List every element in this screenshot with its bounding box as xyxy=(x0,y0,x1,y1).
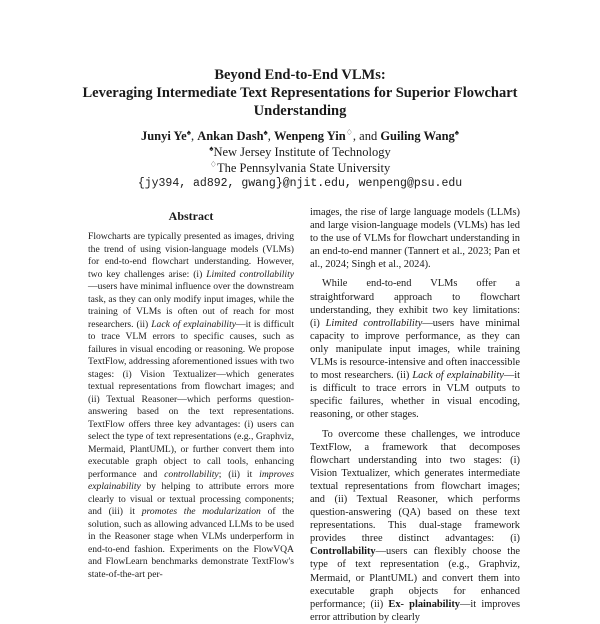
author-sep: , and xyxy=(352,129,381,143)
abstract-emph: Limited controllability xyxy=(206,268,294,280)
abstract-text: —it is difficult to trace VLM errors to specific causes, such as failures in visual encoding or reasoning. We propose TextFlow, addressing aforementioned issues with two stages: (i) Vision Textualizer—which generates textual representations from flowchart images; and (ii) Textual Reasoner—which performs question-answering based on the text representations. TextFlow offers three key advantages: (i) users can select the type of text representations (e.g., Graphviz, Mermaid, PlantUML), or further convert them into executable graph object to call tools, enhancing performance and xyxy=(88,318,295,480)
title-line-3: Understanding xyxy=(253,103,347,119)
njit-marker: ♠ xyxy=(263,127,268,137)
author-wenpeng-yin: Wenpeng Yin xyxy=(274,129,346,143)
author-block xyxy=(60,128,540,192)
njit-marker: ♠ xyxy=(209,143,214,153)
body-bold: Ex- xyxy=(388,598,404,610)
abstract-emph: controllability xyxy=(164,468,219,480)
left-column xyxy=(88,206,294,581)
author-junyi-ye: Junyi Ye xyxy=(140,129,187,143)
body-paragraph-1: images, the rise of large language models (LLMs) and large vision-language models (VLMs) has led to the use of VLMs for flowchart understanding in an end-to-end manner (Tannert et al., 2023; Pan et al., 2024; Singh et al., 2024). xyxy=(310,207,520,271)
abstract-text: ; (ii) it xyxy=(218,468,260,480)
affiliation-psu xyxy=(60,160,540,176)
abstract-text: Flowcharts are typically presented as images, driving the trend of using vision-language models (VLMs) for end-to-end flowchart understanding. However, two key challenges arise: (i) xyxy=(88,231,294,280)
affiliation-njit-text: New Jersey Institute of Technology xyxy=(213,145,391,159)
body-bold: Controllability xyxy=(310,546,376,558)
body-text: —it improves error attribution by clearly xyxy=(310,598,520,623)
abstract-emph: Lack of explainability xyxy=(151,318,236,330)
psu-marker: ♢ xyxy=(209,159,217,169)
body-paragraph-3 xyxy=(310,428,520,624)
body-text: To overcome these challenges, we introduce TextFlow, a framework that decomposes flowchart understanding into two stages: (i) Vision Textualizer, which generates intermediate textual representations from flowchart images; and (ii) Textual Reasoner, which performs question-answering (QA) based on these text representations. This dual-stage framework provides three distinct advantages: (i) xyxy=(310,428,520,545)
affiliation-psu-text: The Pennsylvania State University xyxy=(216,161,391,175)
affiliation-njit xyxy=(60,144,540,160)
paper-title xyxy=(60,66,540,120)
author-names xyxy=(60,128,540,144)
body-text: While end-to-end VLMs offer a straightforward approach to flowchart understanding, they exhibit two key limitations: (i) xyxy=(310,278,520,329)
body-text: —it is difficult to trace errors in VLM outputs to specific failures, whether in visual encoding, reasoning, or other stages. xyxy=(310,370,520,421)
body-text: —users have minimal capacity to improve performance, as they can only manipulate input images, while training VLMs is resource-intensive and often inaccessible to most researchers. (ii) xyxy=(310,317,521,382)
abstract-heading: Abstract xyxy=(168,209,214,223)
body-emph: Lack of explainability xyxy=(412,370,504,382)
abstract-text: —users have minimal influence over the downstream task, as they can only modify input images, while the training of VLMs is often out of reach for most researchers. (ii) xyxy=(88,281,294,330)
author-guiling-wang: Guiling Wang xyxy=(380,129,455,143)
title-line-1: Beyond End-to-End VLMs: xyxy=(214,67,386,83)
author-ankan-dash: Ankan Dash xyxy=(197,129,264,143)
njit-marker: ♠ xyxy=(186,127,191,137)
right-column xyxy=(310,206,520,624)
body-paragraph-2 xyxy=(310,277,520,421)
abstract-emph: improves explainability xyxy=(88,468,294,493)
author-sep: , xyxy=(190,129,198,143)
psu-marker: ♢ xyxy=(345,127,353,137)
author-sep: , xyxy=(267,129,275,143)
title-line-2: Leveraging Intermediate Text Representations for Superior Flowchart xyxy=(82,85,518,101)
author-emails: {jy394, ad892, gwang}@njit.edu, wenpeng@psu.edu xyxy=(137,177,463,190)
abstract-emph: promotes the modularization xyxy=(141,506,261,518)
abstract-paragraph xyxy=(88,231,294,581)
body-emph: Limited controllability xyxy=(325,317,423,329)
njit-marker: ♠ xyxy=(454,127,460,137)
body-bold: plainability xyxy=(409,598,460,610)
abstract-text: by helping to attribute errors more clearly to visual or textual processing components; and (iii) it xyxy=(88,481,294,518)
body-text: —users can flexibly choose the type of text representation (e.g., Graphviz, Mermaid, or PlantUML) and convert them into executable graph objects for enhanced performance; (ii) xyxy=(310,546,520,610)
abstract-text: of the solution, such as allowing advanced LLMs to be used in the Reasoner stage when VLMs underperform in end-to-end fashion. Experiments on the FlowVQA and FlowLearn benchmarks demonstrate TextFlow's state-of-the-art per- xyxy=(88,506,294,580)
